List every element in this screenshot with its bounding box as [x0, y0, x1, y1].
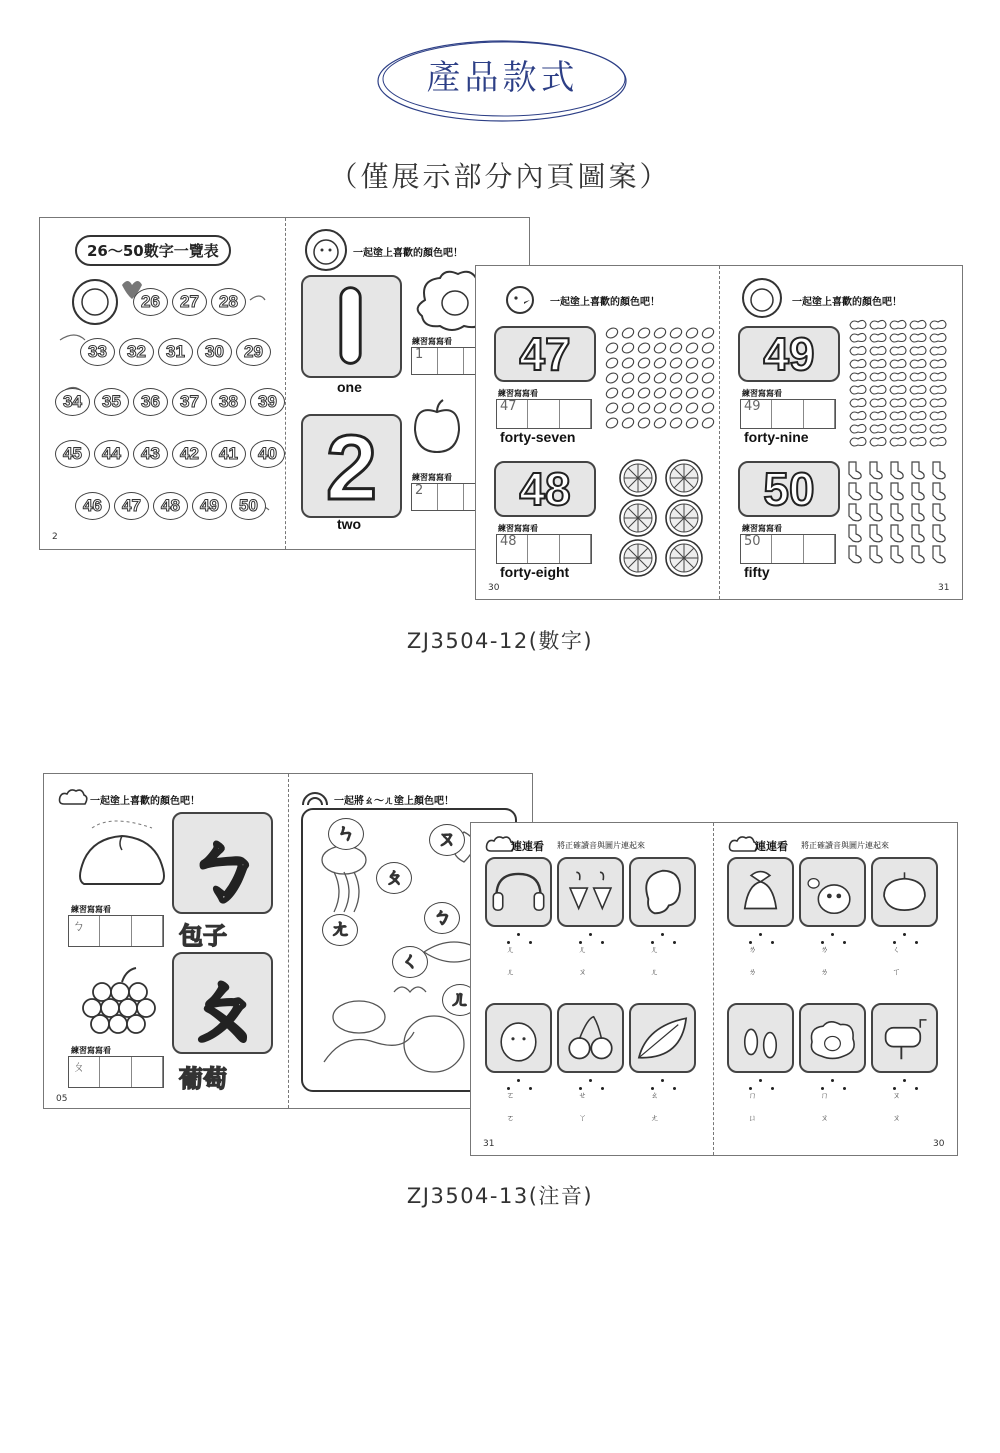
match-dot [903, 933, 906, 936]
page-number: 30 [933, 1139, 945, 1149]
cloud-icon [728, 835, 758, 853]
book-spread-numbers-front [475, 265, 963, 600]
page-header: 一起塗上喜歡的顏色吧！ [353, 248, 463, 259]
match-dot [507, 1087, 510, 1090]
picture-tile [485, 857, 552, 927]
picture-tile [727, 857, 794, 927]
picture-tile [629, 1003, 696, 1073]
practice-label: 練習寫寫看 [742, 524, 782, 533]
match-dot [831, 1079, 834, 1082]
number-word: forty-eight [500, 564, 570, 580]
match-dot [601, 1087, 604, 1090]
raccoon-icon [801, 859, 864, 925]
hanzi-word: 包子 [179, 922, 227, 950]
practice-label: 練習寫寫看 [412, 473, 452, 482]
digit-glyph: 2 [325, 416, 378, 516]
product-caption: ZJ3504-13(注音) [406, 1184, 594, 1208]
book-spread-numbers-back [39, 217, 530, 550]
number-tile [494, 326, 596, 382]
picture-tile [485, 1003, 552, 1073]
number-bubble: 47 [114, 492, 149, 520]
match-dot [903, 1079, 906, 1082]
match-dot [915, 1087, 918, 1090]
cloud-icon [58, 788, 88, 806]
earrings-icon [559, 859, 622, 925]
page-header: 一起將ㄠ～ㄦ塗上顏色吧！ [334, 796, 454, 807]
book-spine [285, 218, 286, 549]
grid-sample: 1 [415, 347, 424, 362]
number-bubble: 27 [172, 288, 207, 316]
match-dot [771, 1087, 774, 1090]
apple-icon [412, 398, 462, 454]
zhuyin-reading: ㄛ ㄛ [506, 1091, 515, 1128]
match-dot [821, 1087, 824, 1090]
page-number: 31 [938, 583, 950, 593]
number-word: two [337, 516, 362, 532]
cherry-icon [559, 1005, 622, 1071]
hanzi-word: 葡萄 [179, 1065, 227, 1093]
footprints-icon [729, 1005, 792, 1071]
match-dot [507, 941, 510, 944]
page-title: 產品款式 [426, 58, 579, 98]
number-word: forty-nine [744, 429, 809, 445]
lion-icon [302, 226, 352, 274]
book-spread-zhuyin-front [470, 822, 958, 1156]
page-header: 連連看 [511, 840, 544, 853]
match-dot [651, 941, 654, 944]
writing-grid [496, 399, 592, 429]
match-dot [589, 1079, 592, 1082]
leaf-icon [631, 1005, 694, 1071]
practice-label: 練習寫寫看 [498, 389, 538, 398]
number-bubble: 39 [250, 388, 285, 416]
match-dot [661, 933, 664, 936]
number-tile [738, 326, 840, 382]
grid-sample: ㄅ [72, 919, 86, 934]
writing-grid [496, 534, 592, 564]
page-header: 一起塗上喜歡的顏色吧！ [792, 297, 902, 308]
number-bubble: 49 [192, 492, 227, 520]
pepper-icon [873, 859, 936, 925]
book-spine [288, 774, 289, 1108]
match-dot [771, 941, 774, 944]
bird-icon [502, 280, 544, 316]
page-number: 05 [56, 1094, 68, 1104]
zhuyin-bubble: ㄅ [424, 902, 460, 934]
zhuyin-glyph: ㄅ [181, 820, 264, 912]
page-number: 2 [52, 532, 58, 542]
zhuyin-reading: ㄦ ㄦ [650, 945, 659, 982]
practice-label: 練習寫寫看 [742, 389, 782, 398]
match-dot [673, 941, 676, 944]
page-instruction: 將正確讀音與圖片連起來 [801, 841, 889, 850]
picture-tile [557, 1003, 624, 1073]
writing-grid [740, 534, 836, 564]
zhuyin-bubble: ㄣ [328, 818, 364, 850]
match-dot [843, 1087, 846, 1090]
match-dot [651, 1087, 654, 1090]
match-dot [831, 933, 834, 936]
number-tile [738, 461, 840, 517]
page-header: 一起塗上喜歡的顏色吧！ [90, 796, 200, 807]
number-bubble: 50 [231, 492, 266, 520]
writing-grid [740, 399, 836, 429]
page-instruction: 將正確讀音與圖片連起來 [557, 841, 645, 850]
ear-icon [631, 859, 694, 925]
number-bubble: 36 [133, 388, 168, 416]
picture-tile [727, 1003, 794, 1073]
grid-sample: 47 [500, 399, 517, 414]
grid-sample: 49 [744, 399, 761, 414]
zhuyin-tile-p [172, 952, 273, 1054]
picture-tile [557, 857, 624, 927]
zhuyin-glyph: ㄆ [181, 960, 264, 1052]
number-glyph: 48 [519, 463, 571, 515]
zhuyin-reading: ㄝ ㄚ [578, 1091, 587, 1128]
number-bubble: 43 [133, 440, 168, 468]
number-bubble: 48 [153, 492, 188, 520]
match-dot [529, 1087, 532, 1090]
picture-tile [629, 857, 696, 927]
zhuyin-reading: ㄦ ㄡ [578, 945, 587, 982]
peanut-pattern [848, 318, 948, 448]
book-spine [719, 266, 720, 599]
zhuyin-bubble: ㄡ [429, 824, 465, 856]
number-glyph: 47 [519, 328, 571, 380]
digit-tile-1 [301, 275, 402, 378]
lion-icon [738, 276, 788, 320]
product-caption: ZJ3504-12(數字) [406, 629, 594, 653]
page-number: 31 [483, 1139, 495, 1149]
number-bubble: 45 [55, 440, 90, 468]
carrot-pattern [604, 326, 716, 436]
zhuyin-bubble: ㄆ [376, 862, 412, 894]
picture-tile [799, 1003, 866, 1073]
zhuyin-reading: ㄡ ㄡ [892, 1091, 901, 1128]
match-dot [517, 1079, 520, 1082]
match-dot [601, 941, 604, 944]
page-subtitle: （僅展示部分內頁圖案） [329, 160, 671, 193]
number-word: one [337, 379, 362, 395]
zhuyin-bubble: ㄑ [392, 946, 428, 978]
match-dot [529, 941, 532, 944]
grid-sample: 50 [744, 534, 761, 549]
book-spine [713, 823, 714, 1155]
match-dot [759, 1079, 762, 1082]
number-bubble: 34 [55, 388, 90, 416]
picture-tile [871, 857, 938, 927]
number-bubble: 31 [158, 338, 193, 366]
match-dot [673, 1087, 676, 1090]
match-dot [579, 941, 582, 944]
rainbow-icon [300, 788, 330, 806]
book-spread-zhuyin-back [43, 773, 533, 1109]
number-table-title: 26～50數字一覽表 [75, 235, 231, 266]
number-bubble: 41 [211, 440, 246, 468]
picture-tile [871, 1003, 938, 1073]
number-bubble: 37 [172, 388, 207, 416]
page-header: 連連看 [755, 840, 788, 853]
sheep-icon [801, 1005, 864, 1071]
grid-sample: 48 [500, 534, 517, 549]
number-word: fifty [744, 564, 770, 580]
grid-sample: 2 [415, 483, 424, 498]
page-number: 30 [488, 583, 500, 593]
zhuyin-reading: ㄇ ㄩ [748, 1091, 757, 1128]
zhuyin-reading: ㄌ ㄌ [748, 945, 757, 982]
practice-label: 練習寫寫看 [498, 524, 538, 533]
match-dot [749, 1087, 752, 1090]
writing-grid [68, 915, 164, 947]
page-header: 一起塗上喜歡的顏色吧！ [550, 297, 660, 308]
number-bubble: 40 [250, 440, 285, 468]
headphones-icon [487, 859, 550, 925]
match-dot [661, 1079, 664, 1082]
number-bubble: 30 [197, 338, 232, 366]
match-dot [843, 941, 846, 944]
match-dot [893, 941, 896, 944]
number-bubble: 32 [119, 338, 154, 366]
number-bubble: 26 [133, 288, 168, 316]
zhuyin-reading: ㄌ ㄌ [820, 945, 829, 982]
number-bubble: 29 [236, 338, 271, 366]
zhuyin-bubble: ㄦ [442, 984, 478, 1016]
mailbox-icon [873, 1005, 936, 1071]
bell-icon [729, 859, 792, 925]
match-dot [759, 933, 762, 936]
number-bubble: 33 [80, 338, 115, 366]
match-dot [915, 941, 918, 944]
picture-tile [799, 857, 866, 927]
match-dot [749, 941, 752, 944]
grape-illustration [72, 964, 162, 1044]
zhuyin-reading: ㄑ ㄒ [892, 945, 901, 982]
alpaca-icon [487, 1005, 550, 1071]
number-bubble: 42 [172, 440, 207, 468]
orange-slice-pattern [616, 458, 711, 583]
practice-label: 練習寫寫看 [71, 1046, 111, 1055]
number-glyph: 49 [763, 328, 815, 380]
writing-grid [68, 1056, 164, 1088]
zhuyin-bubble: ㄤ [322, 914, 358, 946]
zhuyin-tile-b [172, 812, 273, 914]
match-dot [517, 933, 520, 936]
number-bubble: 44 [94, 440, 129, 468]
practice-label: 練習寫寫看 [71, 905, 111, 914]
number-bubble: 46 [75, 492, 110, 520]
number-word: forty-seven [500, 429, 576, 445]
number-tile [494, 461, 596, 517]
bun-illustration [72, 816, 172, 896]
number-bubble: 28 [211, 288, 246, 316]
number-bubble: 38 [211, 388, 246, 416]
digit-tile-2 [301, 414, 402, 518]
grid-sample: ㄆ [72, 1060, 86, 1075]
sock-pattern [844, 460, 950, 566]
number-bubble: 35 [94, 388, 129, 416]
zhuyin-reading: ㄇ ㄡ [820, 1091, 829, 1128]
number-glyph: 50 [763, 463, 815, 515]
match-dot [589, 933, 592, 936]
zhuyin-reading: ㄦ ㄦ [506, 945, 515, 982]
zhuyin-reading: ㄠ ㄤ [650, 1091, 659, 1128]
practice-label: 練習寫寫看 [412, 337, 452, 346]
match-dot [821, 941, 824, 944]
match-dot [579, 1087, 582, 1090]
match-dot [893, 1087, 896, 1090]
